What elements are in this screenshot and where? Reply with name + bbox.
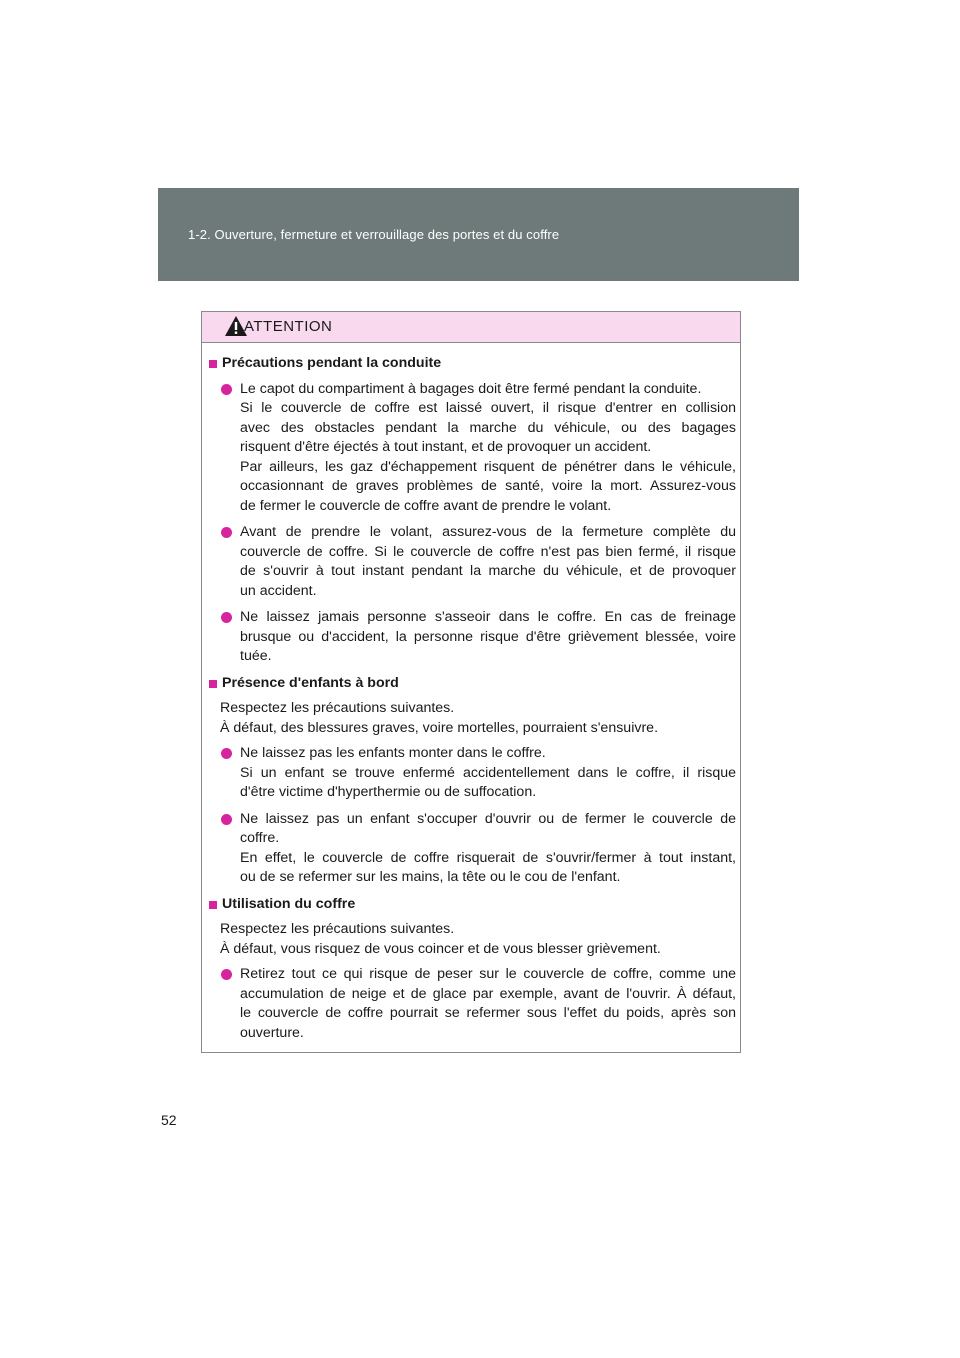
bullet-line: avec des obstacles pendant la marche du véhicule, ou des bagages [240, 419, 736, 436]
bullet-dot-icon [221, 969, 232, 980]
bullet-line: un accident. [240, 582, 317, 599]
bullet-line: de s'ouvrir à tout instant pendant la marche du véhicule, et de provoquer [240, 563, 736, 579]
bullet-line: risquent d'être éjectés à tout instant, et de provoquer un accident. [240, 439, 652, 455]
bullet-dot-icon [221, 814, 232, 825]
bullet-line: Par ailleurs, les gaz d'échappement risquent de pénétrer dans le véhicule, [240, 458, 736, 475]
section-heading: Précautions pendant la conduite [222, 355, 442, 371]
bullet-line: coffre. [240, 830, 280, 846]
section-marker-icon [209, 360, 217, 368]
bullet-line: de fermer le couvercle de coffre avant de prendre le volant. [240, 497, 612, 514]
bullet-line: brusque ou d'accident, la personne risque d'être grièvement blessée, voire [240, 628, 736, 645]
attention-box [201, 311, 741, 1053]
bullet-line: Si le couvercle de coffre est laissé ouvert, il risque d'entrer en collision [240, 400, 736, 416]
bullet-line: tuée. [240, 648, 272, 664]
bullet-line: Le capot du compartiment à bagages doit être fermé pendant la conduite. [240, 380, 702, 397]
section-intro-line: Respectez les précautions suivantes. [220, 921, 455, 937]
bullet-line: occasionnant de graves problèmes de santé, voire la mort. Assurez-vous [240, 478, 736, 494]
chapter-title: 1-2. Ouverture, fermeture et verrouillage des portes et du coffre [188, 227, 560, 242]
bullet-line: le couvercle de coffre pourrait se refermer sous l'effet du poids, après son [240, 1005, 736, 1021]
section-marker-icon [209, 901, 217, 909]
bullet-line: Si un enfant se trouve enfermé accidentellement dans le coffre, il risque [240, 764, 736, 781]
bullet-dot-icon [221, 384, 232, 395]
bullet-line: Ne laissez pas un enfant s'occuper d'ouvrir ou de fermer le couvercle de [240, 810, 736, 827]
bullet-line: d'être victime d'hyperthermie ou de suffocation. [240, 784, 537, 800]
section-intro-line: Respectez les précautions suivantes. [220, 700, 455, 716]
page-number: 52 [161, 1112, 177, 1128]
bullet-line: ouverture. [240, 1024, 304, 1041]
bullet-dot-icon [221, 527, 232, 538]
bullet-line: Ne laissez pas les enfants monter dans le coffre. [240, 745, 546, 761]
bullet-line: Retirez tout ce qui risque de peser sur le couvercle de coffre, comme une [240, 966, 736, 982]
attention-header [202, 312, 740, 343]
section-marker-icon [209, 680, 217, 688]
bullet-line: couvercle de coffre. Si le couvercle de coffre n'est pas bien fermé, il risque [240, 543, 736, 560]
section-intro-line: À défaut, vous risquez de vous coincer et de vous blesser grièvement. [220, 940, 661, 957]
bullet-line: accumulation de neige et de glace par exemple, avant de l'ouvrir. À défaut, [240, 985, 736, 1002]
bullet-line: Avant de prendre le volant, assurez-vous de la fermeture complète du [240, 524, 736, 540]
section-heading: Présence d'enfants à bord [222, 674, 399, 691]
attention-label: ATTENTION [244, 318, 333, 335]
bullet-line: En effet, le couvercle de coffre risquerait de s'ouvrir/fermer à tout instant, [240, 849, 736, 866]
bullet-line: ou de se refermer sur les mains, la tête ou le cou de l'enfant. [240, 869, 621, 885]
section-intro-line: À défaut, des blessures graves, voire mortelles, pourraient s'ensuivre. [220, 719, 659, 736]
bullet-line: Ne laissez jamais personne s'asseoir dans le coffre. En cas de freinage [240, 609, 736, 625]
bullet-dot-icon [221, 748, 232, 759]
section-heading: Utilisation du coffre [222, 895, 356, 912]
chapter-header-band [158, 188, 799, 281]
bullet-dot-icon [221, 612, 232, 623]
